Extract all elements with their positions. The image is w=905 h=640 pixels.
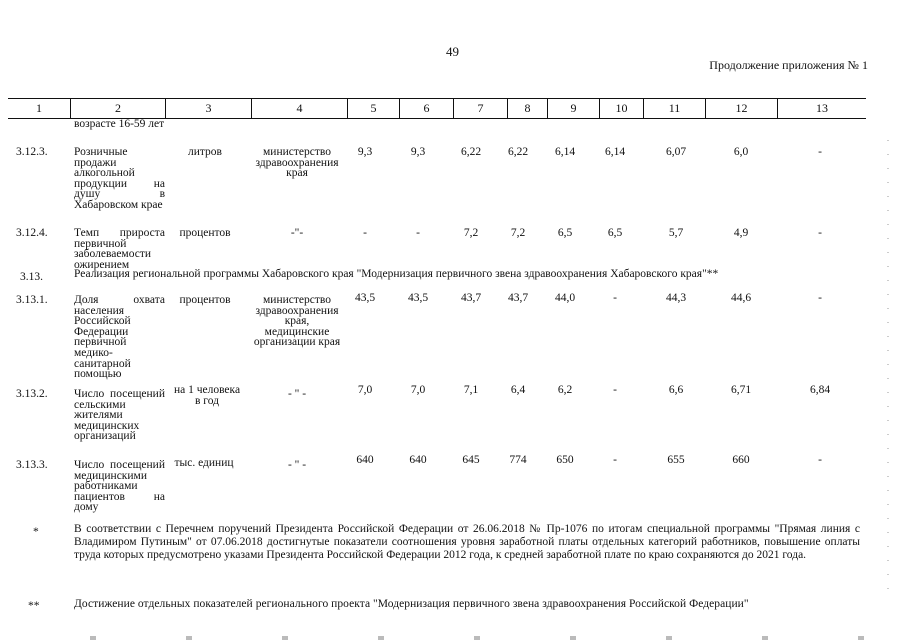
value-col-5: 43,5 (354, 292, 376, 304)
value-col-9: 6,5 (557, 227, 573, 239)
value-col-5: 640 (356, 454, 374, 466)
row-description: Темп прироста первичной заболеваемости ожирением (74, 227, 165, 271)
value-col-11: 655 (667, 454, 685, 466)
row-description: Число посещений медицинскими работниками пациентов на дому (74, 459, 165, 514)
value-col-5: 7,0 (357, 384, 373, 396)
row-number: 3.13.3. (16, 459, 48, 471)
value-col-7: 645 (462, 454, 480, 466)
value-col-8: 7,2 (510, 227, 526, 239)
value-col-13: - (818, 454, 822, 466)
footnote-mark: ** (28, 600, 40, 612)
value-col-12: 44,6 (730, 292, 752, 304)
header-col-3: 3 (165, 99, 251, 118)
header-col-7: 7 (453, 99, 507, 118)
footnote-text: В соответствии с Перечнем поручений Президента Российской Федерации от 26.06.2018 № Пр-1076 по итогам специальной программы "Прямая линия с Владимиром Путиным" от 07.06.2018 достигнутые показатели соотношения уровня заработной платы отдельных категорий работников, повышение оплаты труда которых предусмотрено указами Президента Российской Федерации 2012 года, к средней заработной плате по краю сохраняются до 2021 года. (74, 523, 860, 561)
row-source: - " - (287, 388, 307, 400)
row-description: Число посещений сельскими жителями медицинских организаций (74, 388, 165, 443)
value-col-6: 640 (409, 454, 427, 466)
row-unit: процентов (179, 294, 231, 306)
value-col-13: 6,84 (809, 384, 831, 396)
row-prev-desc: возрасте 16-59 лет (74, 118, 165, 130)
row-source: - " - (287, 459, 307, 471)
table-header (8, 98, 866, 119)
value-col-9: 6,2 (557, 384, 573, 396)
value-col-8: 43,7 (507, 292, 529, 304)
value-col-6: 9,3 (410, 146, 426, 158)
footnote-text: Достижение отдельных показателей регионального проекта "Модернизация первичного звена здравоохранения Российской Федерации" (74, 598, 749, 610)
scan-edge-marks (887, 140, 889, 590)
header-col-2: 2 (70, 99, 165, 118)
value-col-11: 5,7 (668, 227, 684, 239)
value-col-6: - (416, 227, 420, 239)
header-col-10: 10 (599, 99, 643, 118)
value-col-9: 650 (556, 454, 574, 466)
value-col-8: 774 (509, 454, 527, 466)
footnote-mark: * (33, 526, 39, 538)
scan-bottom-artifact (0, 636, 905, 640)
value-col-12: 660 (732, 454, 750, 466)
row-number: 3.13.2. (16, 388, 48, 400)
header-col-8: 8 (507, 99, 547, 118)
value-col-10: 6,14 (604, 146, 626, 158)
header-col-4: 4 (251, 99, 347, 118)
value-col-7: 7,2 (463, 227, 479, 239)
value-col-11: 6,6 (668, 384, 684, 396)
row-source: -"- (290, 227, 304, 239)
row-number: 3.12.4. (16, 227, 48, 239)
value-col-10: - (613, 292, 617, 304)
row-unit: процентов (179, 227, 231, 239)
value-col-8: 6,4 (510, 384, 526, 396)
value-col-7: 43,7 (460, 292, 482, 304)
value-col-12: 6,0 (733, 146, 749, 158)
row-number: 3.13.1. (16, 294, 48, 306)
value-col-5: 9,3 (357, 146, 373, 158)
value-col-12: 6,71 (730, 384, 752, 396)
value-col-10: - (613, 454, 617, 466)
row-description: Доля охвата населения Российской Федерации первичной медико-санитарной помощью (74, 294, 165, 381)
value-col-10: 6,5 (607, 227, 623, 239)
value-col-5: - (363, 227, 367, 239)
header-col-5: 5 (347, 99, 399, 118)
row-source: министерство здравоохранения края (255, 146, 339, 180)
value-col-13: - (818, 292, 822, 304)
value-col-11: 44,3 (665, 292, 687, 304)
header-col-13: 13 (777, 99, 866, 118)
header-col-9: 9 (547, 99, 599, 118)
value-col-9: 6,14 (554, 146, 576, 158)
value-col-7: 7,1 (463, 384, 479, 396)
value-col-8: 6,22 (507, 146, 529, 158)
value-col-10: - (613, 384, 617, 396)
row-unit: на 1 человека в год (173, 384, 241, 407)
row-description: Розничные продажи алкогольной продукции на душу в Хабаровском крае (74, 146, 165, 211)
value-col-9: 44,0 (554, 292, 576, 304)
row-source: министерство здравоохранения края, медицинские организации края (253, 294, 341, 349)
header-col-6: 6 (399, 99, 453, 118)
row-unit: литров (188, 146, 222, 158)
value-col-12: 4,9 (733, 227, 749, 239)
header-col-11: 11 (643, 99, 705, 118)
header-col-12: 12 (705, 99, 777, 118)
value-col-11: 6,07 (665, 146, 687, 158)
continuation-caption: Продолжение приложения № 1 (709, 58, 868, 72)
page-number: 49 (446, 44, 459, 59)
value-col-7: 6,22 (460, 146, 482, 158)
section-number: 3.13. (20, 271, 43, 283)
row-number: 3.12.3. (16, 146, 48, 158)
value-col-13: - (818, 227, 822, 239)
section-title: Реализация региональной программы Хабаровского края "Модернизация первичного звена здравоохранения Хабаровского края"** (74, 268, 719, 280)
value-col-13: - (818, 146, 822, 158)
value-col-6: 43,5 (407, 292, 429, 304)
value-col-6: 7,0 (410, 384, 426, 396)
header-col-1: 1 (36, 101, 42, 115)
row-unit: тыс. единиц (174, 457, 234, 469)
